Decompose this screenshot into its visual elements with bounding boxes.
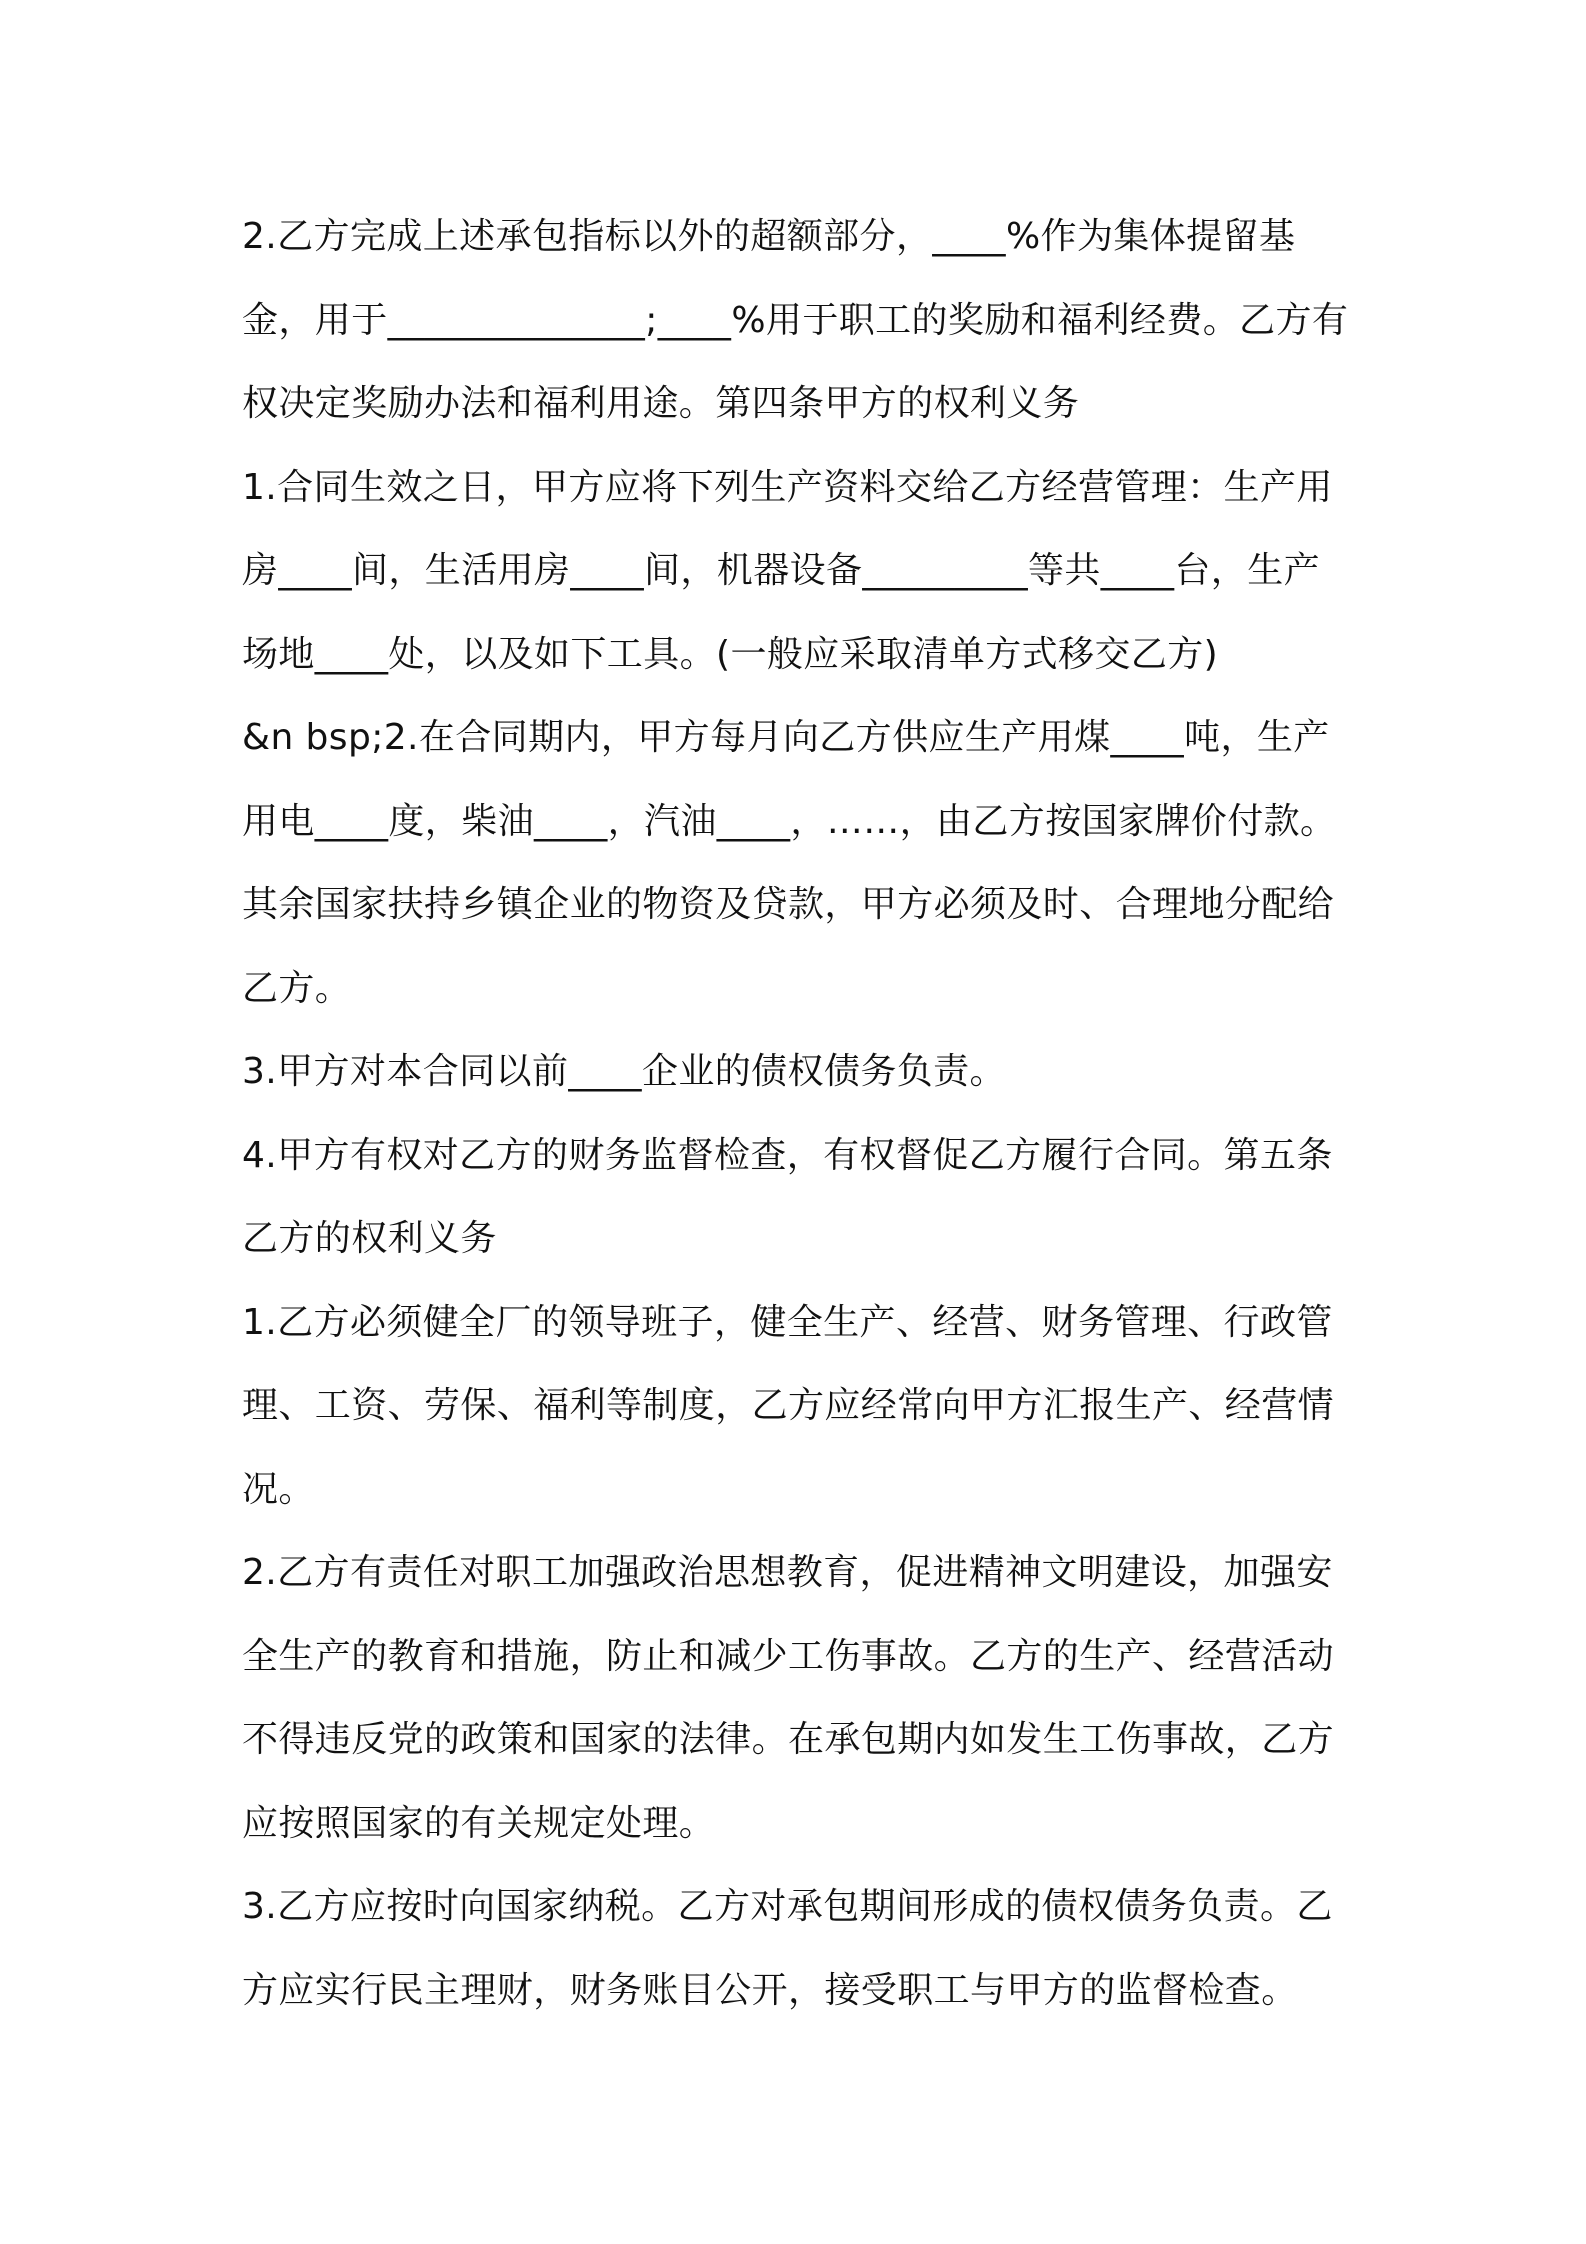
paragraph-production-materials: 1.合同生效之日，甲方应将下列生产资料交给乙方经营管理：生产用房____间，生活用房____间，机器设备_________等共____台，生产场地____处，以及如下工具。(一般应采取清单方式移交乙方) xyxy=(242,466,1333,675)
paragraph-surplus-allocation: 2.乙方完成上述承包指标以外的超额部分，____%作为集体提留基金，用于______________;____%用于职工的奖励和福利经费。乙方有权决定奖励办法和福利用途。第四条甲方的权利义务 xyxy=(242,216,1349,424)
paragraph-safety-education: 2.乙方有责任对职工加强政治思想教育，促进精神文明建设，加强安全生产的教育和措施，防止和减少工伤事故。乙方的生产、经营活动不得违反党的政策和国家的法律。在承包期内如发生工伤事故，乙方应按照国家的有关规定处理。 xyxy=(242,1552,1335,1844)
paragraph-taxes-and-accounts: 3.乙方应按时向国家纳税。乙方对承包期间形成的债权债务负责。乙方应实行民主理财，财务账目公开，接受职工与甲方的监督检查。 xyxy=(242,1886,1333,2011)
paragraph-leadership-systems: 1.乙方必须健全厂的领导班子，健全生产、经营、财务管理、行政管理、工资、劳保、福利等制度，乙方应经常向甲方汇报生产、经营情况。 xyxy=(242,1301,1335,1510)
document-body xyxy=(242,195,1352,2032)
paragraph-prior-debts: 3.甲方对本合同以前____企业的债权债务负责。 xyxy=(242,1051,1006,1092)
paragraph-financial-supervision: 4.甲方有权对乙方的财务监督检查，有权督促乙方履行合同。第五条乙方的权利义务 xyxy=(242,1134,1333,1259)
paragraph-monthly-supply: &n bsp;2.在合同期内，甲方每月向乙方供应生产用煤____吨，生产用电____度，柴油____，汽油____，……，由乙方按国家牌价付款。其余国家扶持乡镇企业的物资及贷款，甲方必须及时、合理地分配给乙方。 xyxy=(242,717,1337,1009)
